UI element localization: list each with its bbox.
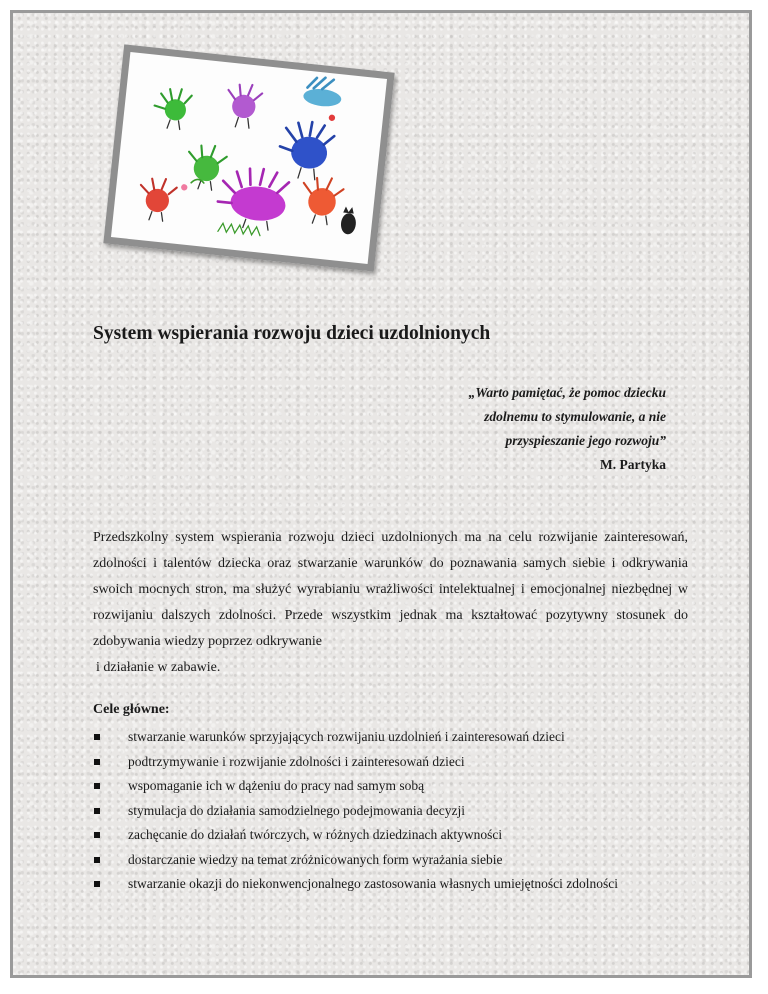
blue-bird-drawing	[303, 76, 344, 108]
square-bullet-icon	[94, 783, 100, 789]
quote-block	[469, 381, 666, 477]
list-item: zachęcanie do działań twórczych, w różnych dziedzinach aktywności	[93, 825, 618, 850]
square-bullet-icon	[94, 857, 100, 863]
quote-line: zdolnemu to stymulowanie, a nie	[484, 409, 666, 424]
blue-hedgehog-drawing	[277, 110, 337, 182]
orange-hedgehog-drawing	[300, 176, 345, 226]
black-cat-drawing	[340, 206, 358, 235]
intro-last-line: i działanie w zabawie.	[96, 660, 221, 675]
children-drawing-photo	[103, 44, 394, 271]
red-hedgehog-drawing	[137, 177, 177, 223]
square-bullet-icon	[94, 881, 100, 887]
quote-line: przyspieszanie jego rozwoju”	[505, 433, 666, 448]
quote-line: „Warto pamiętać, że pomoc dziecku	[468, 385, 666, 400]
magenta-hedgehog-drawing	[215, 165, 290, 238]
square-bullet-icon	[94, 832, 100, 838]
page-title: System wspierania rozwoju dzieci uzdolnionych	[93, 323, 491, 344]
green-hedgehog-drawing	[152, 87, 192, 131]
document-page	[10, 10, 752, 978]
square-bullet-icon	[94, 808, 100, 814]
quote-author: M. Partyka	[600, 457, 666, 472]
list-item: stwarzanie warunków sprzyjających rozwijaniu uzdolnień i zainteresowań dzieci	[93, 727, 618, 752]
intro-text: Przedszkolny system wspierania rozwoju dzieci uzdolnionych ma na celu rozwijanie zainteresowań, zdolności i talentów dziecka oraz stwarzanie warunków do poznawania samych siebie i odkrywania swoich mocnych stron, ma służyć wyrabianiu wrażliwości intelektualnej i emocjonalnej niezbędnej w rozwijaniu dalszych zdolności. Przede wszystkim jednak ma kształtować pozytywny stosunek do zdobywania wiedzy poprzez odkrywanie	[93, 530, 688, 649]
purple-hedgehog-drawing	[225, 83, 263, 130]
list-item: wspomaganie ich w dążeniu do pracy nad samym sobą	[93, 776, 618, 801]
square-bullet-icon	[94, 759, 100, 765]
goals-list	[93, 727, 618, 899]
green-hedgehog-2-drawing	[185, 143, 227, 191]
goals-heading: Cele główne:	[93, 702, 170, 717]
square-bullet-icon	[94, 734, 100, 740]
list-item: stwarzanie okazji do niekonwencjonalnego zastosowania własnych umiejętności zdolności	[93, 874, 618, 899]
list-item: dostarczanie wiedzy na temat zróżnicowanych form wyrażania siebie	[93, 850, 618, 875]
list-item: stymulacja do działania samodzielnego podejmowania decyzji	[93, 801, 618, 826]
list-item: podtrzymywanie i rozwijanie zdolności i zainteresowań dzieci	[93, 752, 618, 777]
handprint-hedgehogs-drawing	[111, 52, 387, 264]
intro-paragraph	[93, 525, 688, 681]
